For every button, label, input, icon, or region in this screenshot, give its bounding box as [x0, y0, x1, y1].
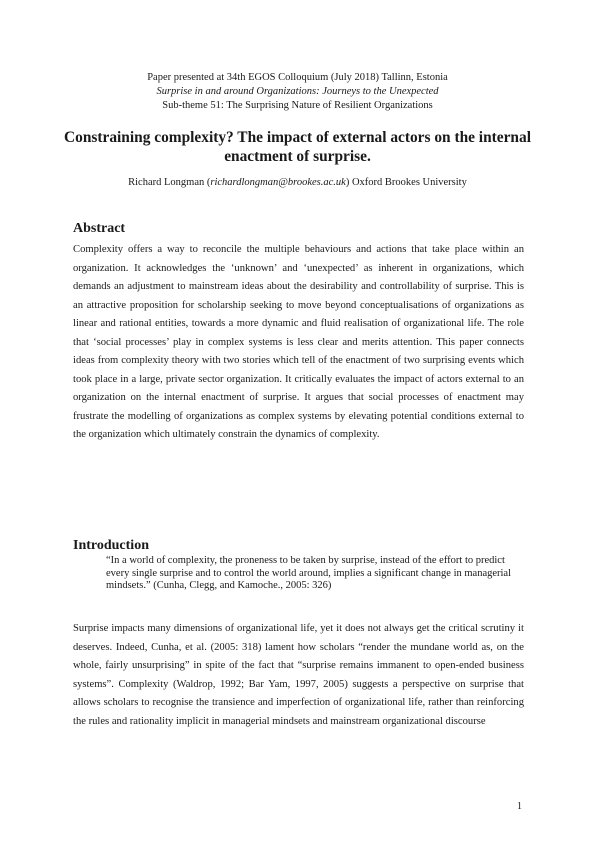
conference-line: Paper presented at 34th EGOS Colloquium (July 2018) Tallinn, Estonia	[147, 72, 448, 83]
paper-title: Constraining complexity? The impact of external actors on the internal enactment of surprise.	[64, 129, 531, 165]
author-affiliation: Oxford Brookes University	[351, 177, 467, 188]
epigraph-quote: “In a world of complexity, the proneness to be taken by surprise, instead of the effort to predict every single surprise and to control the world around, implies a significant change in managerial mindsets.” (Cunha, Clegg, and Kamoche., 2005: 326)	[106, 555, 512, 592]
colloquium-theme: Surprise in and around Organizations: Journeys to the Unexpected	[156, 86, 439, 97]
abstract-heading: Abstract	[73, 221, 126, 236]
abstract-text: Complexity offers a way to reconcile the multiple behaviours and actions that take place within an organization. It acknowledges the ‘unknown’ and ‘unexpected’ as inherent in organizations, which demands an adjustment to mainstream ideas about the desirability and controllability of surprise. This is an attractive proposition for scholarship seeking to move beyond conceptualisations of organizations as linear and rational entities, towards a more dynamic and fluid realisation of organizational life. The role that ‘social processes’ play in complex systems is less clear and merits attention. This paper connects ideas from complexity theory with two stories which tell of the enactment of two surprising events which took place in a large, private sector organization. It critically evaluates the impact of actors external to an organization on the internal enactment of surprise. It argues that social processes of enactment may frustrate the modelling of organizations as complex systems by elevating potential conditions external to the organization which ultimately constrain the dynamics of complexity.	[73, 244, 524, 440]
introduction-heading: Introduction	[73, 538, 149, 553]
introduction-text: Surprise impacts many dimensions of organizational life, yet it does not always get the critical scrutiny it deserves. Indeed, Cunha, et al. (2005: 318) lament how scholars “render the mundane world as, on the whole, fairly unsurprising” in spite of the fact that “surprise remains immanent to open-ended business systems”. Complexity (Waldrop, 1992; Bar Yam, 1997, 2005) suggests a perspective on surprise that allows scholars to recognise the transience and imperfection of organizational life, rather than reinforcing the rules and rationality implicit in managerial mindsets and mainstream organizational discourse	[73, 623, 524, 727]
author-line: Richard Longman (richardlongman@brookes.ac.uk) Oxford Brookes University	[128, 177, 467, 188]
author-email: richardlongman@brookes.ac.uk	[210, 177, 346, 188]
page-number: 1	[517, 801, 522, 812]
author-name: Richard Longman	[128, 177, 205, 188]
subtheme-line: Sub-theme 51: The Surprising Nature of Resilient Organizations	[162, 100, 433, 111]
